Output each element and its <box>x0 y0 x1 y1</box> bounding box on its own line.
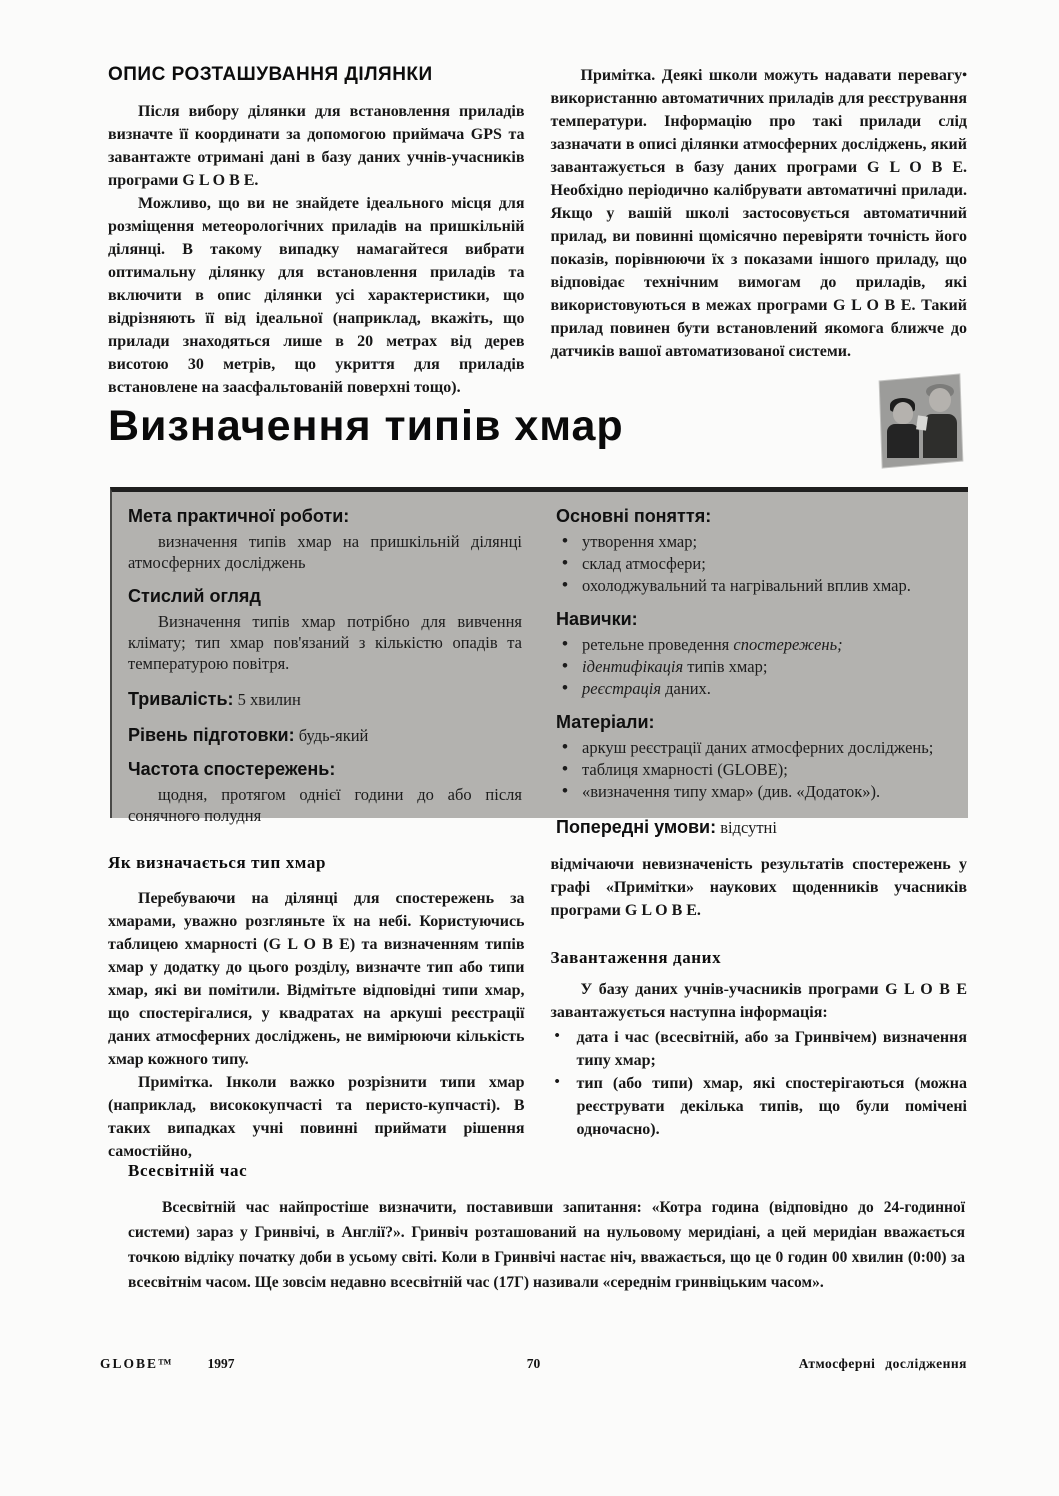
method-section <box>108 853 967 1163</box>
overview-heading: Стислий огляд <box>128 586 261 606</box>
materials-heading: Матеріали: <box>556 712 655 732</box>
concepts-heading: Основні поняття: <box>556 506 712 526</box>
duration-row <box>128 689 522 710</box>
list-item: • таблиця хмарності (GLOBE); <box>556 759 950 780</box>
how-paragraph-2: Примітка. Інколи важко розрізнити типи хмар (наприклад, висококупчасті та перисто-купчасті). В таких випадках учні повинні приймати рішення самостійно, <box>108 1074 525 1160</box>
universal-time-section <box>128 1161 965 1295</box>
footer-section-title: Атмосферні дослідження <box>798 1356 967 1371</box>
footer-left <box>100 1356 527 1372</box>
how-heading: Як визначається тип хмар <box>108 853 327 872</box>
list-item: • склад атмосфери; <box>556 553 950 574</box>
note-end-bullet: • <box>962 68 967 83</box>
list-item <box>556 656 950 677</box>
summary-left-column <box>112 492 540 825</box>
concepts-list <box>556 531 950 596</box>
skill-italic: ідентифікація <box>582 657 684 676</box>
chapter-title-row <box>108 376 967 468</box>
method-right-column <box>551 853 968 1163</box>
level-value: будь-який <box>298 726 369 745</box>
section-heading-site-description: ОПИС РОЗТАШУВАННЯ ДІЛЯНКИ <box>108 64 433 85</box>
skill-text: типів хмар; <box>683 657 768 676</box>
summary-right-column <box>540 492 968 837</box>
how-paragraph-1: Перебуваючи на ділянці для спостережень за хмарами, уважно розгляньте їх на небі. Користуючись таблицею хмарності (G L O B E) та визначенням типів хмар у додатку до цього розділу, визначте тип або типи хмар, які ви помітили. Відмітьте відповідні типи хмар, що спостерігалися, у квадратах на аркуші реєстрації даних атмосферних досліджень, не вимірюючи кількість хмар кожного типу. <box>108 890 525 1068</box>
list-item <box>556 678 950 699</box>
universal-time-heading: Всесвітній час <box>128 1161 248 1180</box>
note-paragraph <box>551 64 968 363</box>
page-number: 70 <box>526 1356 541 1371</box>
preconditions-row <box>556 817 950 838</box>
how-continuation: відмічаючи невизначеність результатів спостережень у графі «Примітки» наукових щоденників учасників програми G L O B E. <box>550 856 967 919</box>
skills-list <box>556 634 950 699</box>
frequency-heading: Частота спостережень: <box>128 759 336 779</box>
preconditions-label: Попередні умови: <box>556 817 717 837</box>
duration-value: 5 хвилин <box>237 690 301 709</box>
list-item: • дата і час (всесвітній, або за Гринвічем) визначення типу хмар; <box>551 1026 968 1072</box>
list-item: • утворення хмар; <box>556 531 950 552</box>
skills-heading: Навички: <box>556 609 638 629</box>
paper-sheet <box>916 415 928 430</box>
overview-text: Визначення типів хмар потрібно для вивчення клімату; тип хмар пов'язаний з кількістю опадів та температурою повітря. <box>128 612 522 673</box>
skill-italic: спостережень; <box>733 635 843 654</box>
child-body <box>887 424 919 458</box>
skill-italic: реєстрація <box>582 679 662 698</box>
skill-text: даних. <box>661 679 711 698</box>
frequency-text: щодня, протягом однієї години до або після сонячного полудня <box>128 785 522 825</box>
list-item: • охолоджувальний та нагрівальний вплив хмар. <box>556 575 950 596</box>
upload-list <box>551 1026 968 1141</box>
intro-right-column <box>551 64 968 399</box>
duration-label: Тривалість: <box>128 689 234 709</box>
teacher-head <box>929 388 951 412</box>
universal-time-paragraph: Всесвітній час найпростіше визначити, поставивши запитання: «Котра година (відповідно до 24-годинної системи) зараз у Гринвічі, в Англії?». Гринвіч розташований на нульовому меридіані, а цей меридіан вважається точкою відліку початку доби в усьому світі. Коли в Гринвічі настає ніч, вважається, що це 0 годин 00 хвилин (0:00) за всесвітнім часом. Ще зовсім недавно всесвітній час (17Г) називали «середнім гринвіцьким часом». <box>128 1199 965 1291</box>
level-label: Рівень підготовки: <box>128 725 295 745</box>
site-description-section <box>108 64 967 399</box>
upload-intro: У базу даних учнів-учасників програми G L O B E завантажується наступна інформація: <box>550 981 967 1021</box>
list-item: • аркуш реєстрації даних атмосферних досліджень; <box>556 737 950 758</box>
students-illustration <box>877 376 967 468</box>
child-head <box>893 402 913 424</box>
goal-text: визначення типів хмар на пришкільній ділянці атмосферних досліджень <box>128 532 522 572</box>
page-footer <box>100 1356 967 1372</box>
skill-text: ретельне проведення <box>582 635 734 654</box>
note-paragraph-text: Примітка. Деякі школи можуть надавати перевагу використанню автоматичних приладів для реєстрування температури. Інформацію про такі прилади слід зазначати в описі ділянки атмосферних досліджень, який завантажується в базу даних програми G L O B E. Необхідно періодично калібрувати автоматичні прилади. Якщо у вашій школі застосовується автоматичний прилад, ви повинні щомісячно перевіряти точність його показів, порівнюючи їх з показами іншого приладу, що відповідає технічним вимогам до приладів, які використовуються в межах програми G L O B E. Такий прилад повинен бути встановлений якомога ближче до датчиків вашої автоматизованої системи. <box>550 67 967 360</box>
teacher-body <box>923 414 957 458</box>
intro-left-column <box>108 64 525 399</box>
goal-heading: Мета практичної роботи: <box>128 506 350 526</box>
footer-brand: GLOBE™ <box>100 1356 174 1371</box>
lesson-summary-box <box>110 487 968 837</box>
footer-year: 1997 <box>207 1356 235 1371</box>
chapter-title: Визначення типів хмар <box>108 402 624 450</box>
materials-list <box>556 737 950 802</box>
list-item: • «визначення типу хмар» (див. «Додаток»). <box>556 781 950 802</box>
preconditions-value: відсутні <box>720 818 777 837</box>
list-item: • тип (або типи) хмар, які спостерігаються (можна реєструвати декілька типів, що були помічені одночасно). <box>551 1072 968 1141</box>
level-row <box>128 725 522 746</box>
method-left-column <box>108 853 525 1163</box>
intro-paragraph-2: Можливо, що ви не знайдете ідеального місця для розміщення метеорологічних приладів на пришкільній ділянці. В такому випадку намагайтеся вибрати оптимальну ділянку для встановлення приладів та включити в опис ділянки усі характеристики, що відрізняють її від ідеальної (наприклад, вкажіть, що прилади знаходяться лише в 20 метрах від дерев висотою 30 метрів, що укриття для приладів встановлене на заасфальтованій поверхні тощо). <box>108 195 525 396</box>
list-item <box>556 634 950 655</box>
intro-paragraph-1: Після вибору ділянки для встановлення приладів визначте її координати за допомогою приймача GPS та завантажте отримані дані в базу даних учнів-учасників програми G L O B E. <box>108 103 525 189</box>
upload-heading: Завантаження даних <box>550 948 722 967</box>
